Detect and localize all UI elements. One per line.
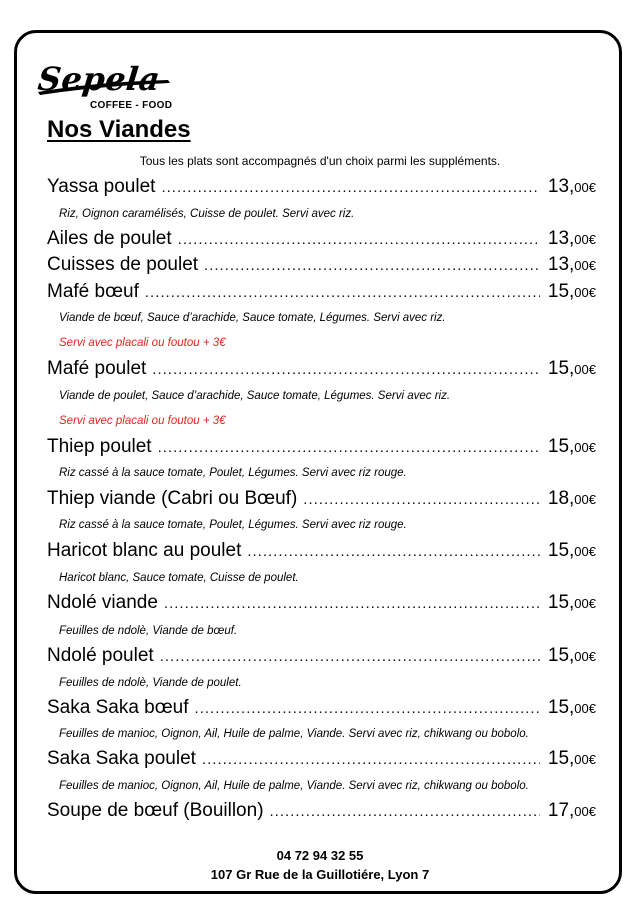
item-price: 13,00€ xyxy=(547,176,596,197)
footer-address: 107 Gr Rue de la Guillotiére, Lyon 7 xyxy=(210,867,430,882)
item-description: Haricot blanc, Sauce tomate, Cuisse de poulet. xyxy=(59,572,299,584)
menu-item xyxy=(47,540,596,562)
item-price: 15,00€ xyxy=(547,748,596,769)
menu-item xyxy=(47,645,596,667)
item-name: Yassa poulet xyxy=(47,176,156,197)
item-name: Ailes de poulet xyxy=(47,228,172,249)
dot-leader xyxy=(270,803,540,820)
menu-item xyxy=(47,800,596,822)
item-description: Feuilles de manioc, Oignon, Ail, Huile de palme, Viande. Servi avec riz, chikwang ou bobolo. xyxy=(59,780,529,792)
item-description: Riz, Oignon caramélisés, Cuisse de poulet. Servi avec riz. xyxy=(59,208,355,220)
dot-leader xyxy=(161,179,539,196)
brand-name: Sepela xyxy=(36,60,163,98)
menu-item xyxy=(47,281,596,303)
menu-item xyxy=(47,176,596,198)
menu-item xyxy=(47,697,596,719)
item-name: Thiep poulet xyxy=(47,436,152,457)
item-price: 15,00€ xyxy=(547,592,596,613)
page-title: Nos Viandes xyxy=(47,116,191,143)
item-description: Feuilles de ndolè, Viande de bœuf. xyxy=(59,625,238,637)
item-price: 13,00€ xyxy=(547,254,596,275)
item-name: Ndolé viande xyxy=(47,592,158,613)
footer-phone: 04 72 94 32 55 xyxy=(276,848,364,863)
menu-item xyxy=(47,436,596,458)
item-name: Saka Saka bœuf xyxy=(47,697,189,718)
brand-tagline: COFFEE - FOOD xyxy=(90,100,173,111)
item-name: Soupe de bœuf (Bouillon) xyxy=(47,800,264,821)
logo xyxy=(36,60,176,116)
item-price: 15,00€ xyxy=(547,436,596,457)
item-description: Riz cassé à la sauce tomate, Poulet, Légumes. Servi avec riz rouge. xyxy=(59,467,407,479)
item-description: Viande de poulet, Sauce d’arachide, Sauce tomate, Légumes. Servi avec riz. xyxy=(59,390,451,402)
item-description: Viande de bœuf, Sauce d’arachide, Sauce tomate, Légumes. Servi avec riz. xyxy=(59,312,446,324)
item-price: 15,00€ xyxy=(547,281,596,302)
subtitle: Tous les plats sont accompagnés d'un choix parmi les suppléments. xyxy=(139,154,501,168)
dot-leader xyxy=(247,543,540,560)
item-name: Thiep viande (Cabri ou Bœuf) xyxy=(47,488,298,509)
item-name: Ndolé poulet xyxy=(47,645,154,666)
dot-leader xyxy=(202,751,540,768)
menu-item xyxy=(47,254,596,276)
menu-item xyxy=(47,592,596,614)
item-description: Feuilles de manioc, Oignon, Ail, Huile de palme, Viande. Servi avec riz, chikwang ou bobolo. xyxy=(59,728,529,740)
item-price: 15,00€ xyxy=(547,358,596,379)
item-note: Servi avec placali ou foutou + 3€ xyxy=(59,415,226,427)
dot-leader xyxy=(204,257,540,274)
menu-item xyxy=(47,488,596,510)
dot-leader xyxy=(178,231,540,248)
menu-item xyxy=(47,228,596,250)
dot-leader xyxy=(303,491,540,508)
item-price: 15,00€ xyxy=(547,540,596,561)
menu-item xyxy=(47,748,596,770)
dot-leader xyxy=(145,284,540,301)
item-price: 17,00€ xyxy=(547,800,596,821)
dot-leader xyxy=(164,595,540,612)
item-price: 13,00€ xyxy=(547,228,596,249)
item-name: Cuisses de poulet xyxy=(47,254,199,275)
dot-leader xyxy=(152,361,540,378)
item-description: Feuilles de ndolè, Viande de poulet. xyxy=(59,677,242,689)
dot-leader xyxy=(195,700,540,717)
item-name: Mafé bœuf xyxy=(47,281,139,302)
item-name: Saka Saka poulet xyxy=(47,748,196,769)
item-name: Haricot blanc au poulet xyxy=(47,540,242,561)
item-price: 15,00€ xyxy=(547,645,596,666)
item-price: 15,00€ xyxy=(547,697,596,718)
dot-leader xyxy=(160,648,540,665)
item-price: 18,00€ xyxy=(547,488,596,509)
menu-item xyxy=(47,358,596,380)
item-name: Mafé poulet xyxy=(47,358,147,379)
dot-leader xyxy=(158,439,540,456)
item-description: Riz cassé à la sauce tomate, Poulet, Légumes. Servi avec riz rouge. xyxy=(59,519,407,531)
item-note: Servi avec placali ou foutou + 3€ xyxy=(59,337,226,349)
